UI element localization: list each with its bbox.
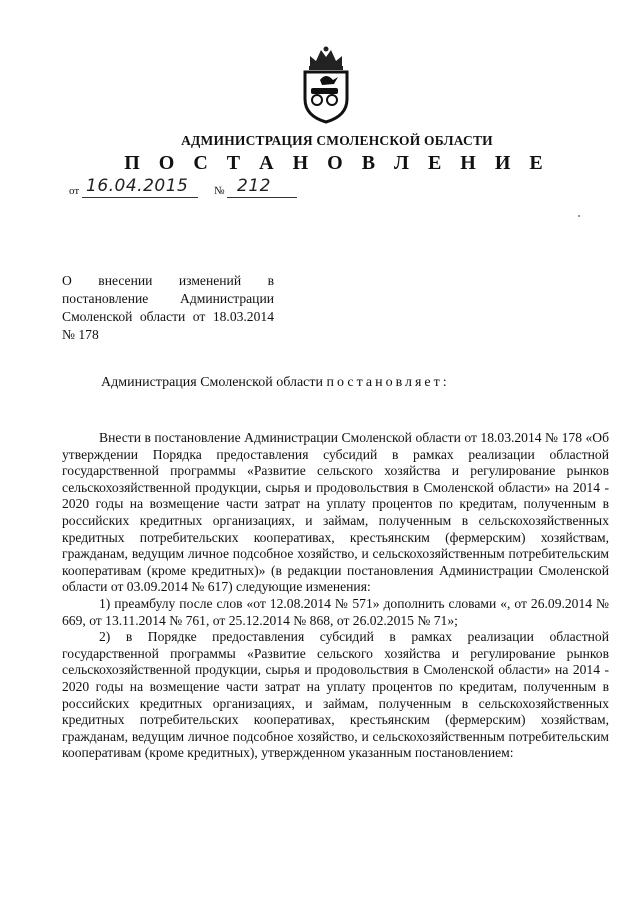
preamble xyxy=(101,374,601,392)
document-subject: О внесении изменений в постановление Администрации Смоленской области от 18.03.2014 № 178 xyxy=(62,273,274,342)
paragraph-item-1: 1) преамбулу после слов «от 12.08.2014 № 571» дополнить словами «, от 26.09.2014 № 669, от 13.11.2014 № 761, от 25.12.2014 № 868, от 26.02.2015 № 71»; xyxy=(62,595,609,628)
date-number-line xyxy=(69,176,329,202)
paragraph-intro: Внести в постановление Администрации Смоленской области от 18.03.2014 № 178 «Об утверждении Порядка предоставления субсидий в рамках реализации областной государственной программы «Развитие сельского хозяйства и регулирование рынков сельскохозяйственной продукции, сырья и продовольствия в Смоленской области» на 2014 - 2020 годы на возмещение части затрат на уплату процентов по кредитам, полученным в российских кредитных организациях, и займам, полученным в сельскохозяйственных кредитных потребительских кооперативах, крестьянским (фермерским) хозяйствам, гражданам, ведущим личное подсобное хозяйство, и сельскохозяйственным потребительским кооперативам (кроме кредитных)» (в редакции постановления Администрации Смоленской области от 03.09.2014 № 617) следующие изменения: xyxy=(62,430,609,595)
date-from-label: от xyxy=(69,185,80,197)
scan-speck xyxy=(578,215,580,217)
smolensk-coat-of-arms-icon xyxy=(296,44,356,124)
document-type-title: П О С Т А Н О В Л Е Н И Е xyxy=(124,152,550,174)
document-body xyxy=(62,430,609,762)
date-handwritten: 16.04.2015 xyxy=(86,176,189,196)
date-underline xyxy=(82,197,198,198)
organization-name: АДМИНИСТРАЦИЯ СМОЛЕНСКОЙ ОБЛАСТИ xyxy=(181,133,493,148)
preamble-text: Администрация Смоленской области xyxy=(101,375,327,390)
number-label: № xyxy=(214,185,225,197)
paragraph-item-2: 2) в Порядке предоставления субсидий в рамках реализации областной государственной программы «Развитие сельского хозяйства и регулирование рынков сельскохозяйственной продукции, сырья и продовольствия в Смоленской области» на 2014 - 2020 годы на возмещение части затрат на уплату процентов по кредитам, полученным в российских кредитных организациях, и займам, полученным в сельскохозяйственных кредитных потребительских кооперативах, крестьянским (фермерским) хозяйствам, гражданам, ведущим личное подсобное хозяйство, и сельскохозяйственным потребительским кооперативам (кроме кредитных), утвержденном указанным постановлением: xyxy=(62,629,609,761)
number-underline xyxy=(227,197,297,198)
decree-word: постановляет: xyxy=(326,375,450,390)
number-handwritten: 212 xyxy=(237,176,271,196)
